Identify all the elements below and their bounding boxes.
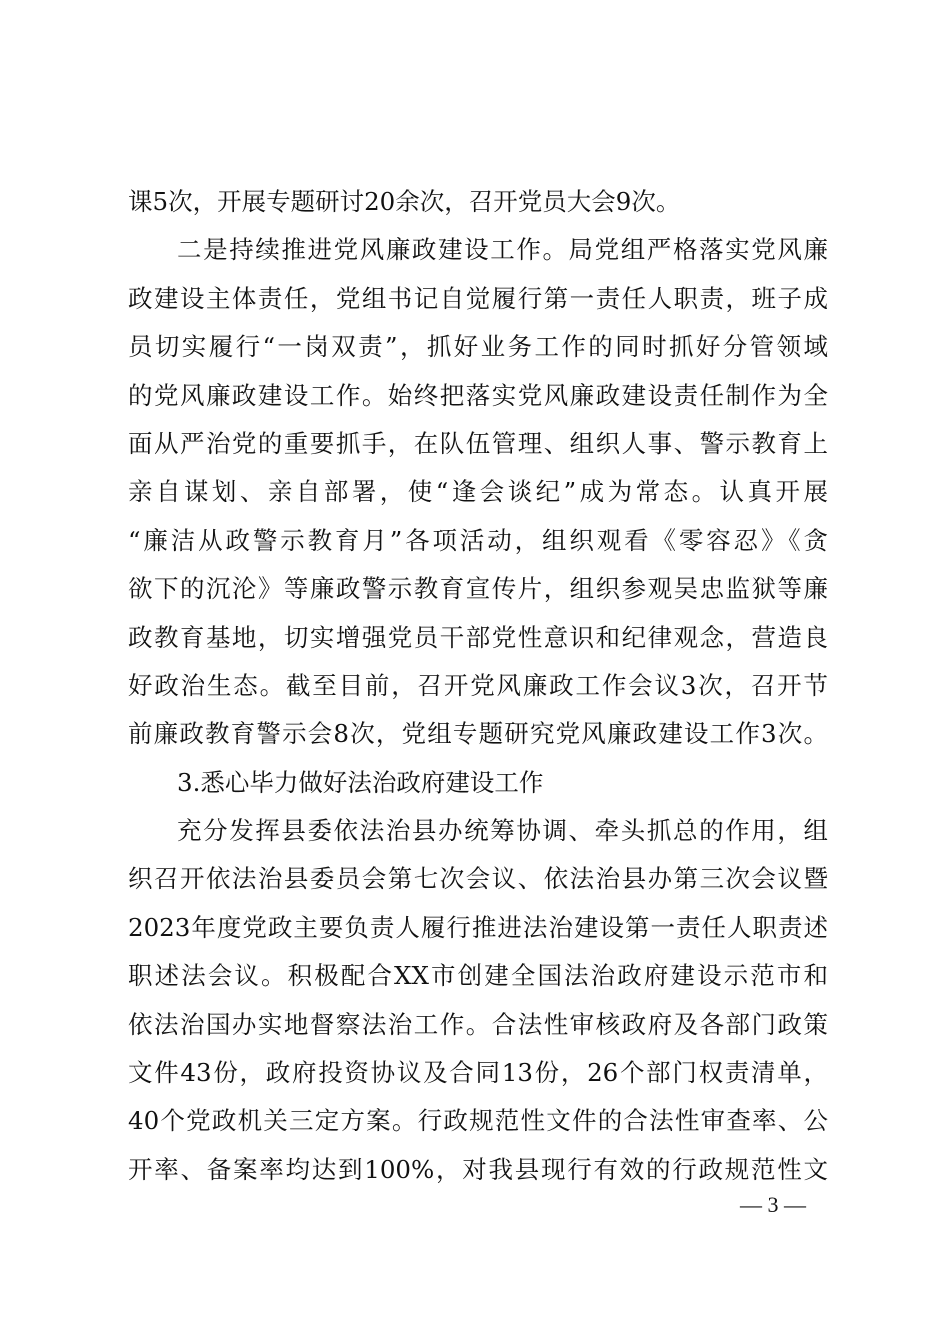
text-line-1: 课5次，开展专题研讨20余次，召开党员大会9次。: [128, 187, 681, 216]
text-line-16: 2023年度党政主要负责人履行推进法治建设第一责任人职责述: [128, 912, 828, 942]
text-line-17: 职述法会议。积极配合XX市创建全国法治政府建设示范市和: [128, 961, 828, 991]
text-line-10: 政教育基地，切实增强党员干部党性意识和纪律观念，营造良: [128, 622, 828, 652]
text-line-21: 开率、备案率均达到100%，对我县现行有效的行政规范性文: [128, 1154, 828, 1184]
text-line-12: 前廉政教育警示会8次，党组专题研究党风廉政建设工作3次。: [128, 719, 828, 749]
text-line-18: 依法治国办实地督察法治工作。合法性审核政府及各部门政策: [128, 1009, 828, 1039]
text-line-14: 充分发挥县委依法治县办统筹协调、牵头抓总的作用，组: [177, 816, 828, 846]
text-line-7: 亲自谋划、亲自部署，使“逢会谈纪”成为常态。认真开展: [128, 477, 828, 507]
text-line-3: 政建设主体责任，党组书记自觉履行第一责任人职责，班子成: [128, 283, 828, 313]
text-line-9: 欲下的沉沦》等廉政警示教育宣传片，组织参观吴忠监狱等廉: [128, 574, 828, 604]
text-line-6: 面从严治党的重要抓手，在队伍管理、组织人事、警示教育上: [128, 428, 828, 458]
section-heading: 3.悉心毕力做好法治政府建设工作: [177, 767, 544, 797]
text-line-11: 好政治生态。截至目前，召开党风廉政工作会议3次，召开节: [128, 670, 828, 700]
text-line-19: 文件43份，政府投资协议及合同13份，26个部门权责清单，: [128, 1058, 828, 1088]
document-body: [128, 178, 828, 1194]
text-line-4: 员切实履行“一岗双责”，抓好业务工作的同时抓好分管领域: [128, 332, 828, 362]
text-line-5: 的党风廉政建设工作。始终把落实党风廉政建设责任制作为全: [128, 380, 828, 410]
text-line-8: “廉洁从政警示教育月”各项活动，组织观看《零容忍》《贪: [128, 525, 828, 555]
text-line-20: 40个党政机关三定方案。行政规范性文件的合法性审查率、公: [128, 1106, 828, 1136]
text-line-15: 织召开依法治县委员会第七次会议、依法治县办第三次会议暨: [128, 864, 828, 894]
page-number: — 3 —: [740, 1192, 806, 1217]
text-line-2: 二是持续推进党风廉政建设工作。局党组严格落实党风廉: [177, 235, 828, 265]
